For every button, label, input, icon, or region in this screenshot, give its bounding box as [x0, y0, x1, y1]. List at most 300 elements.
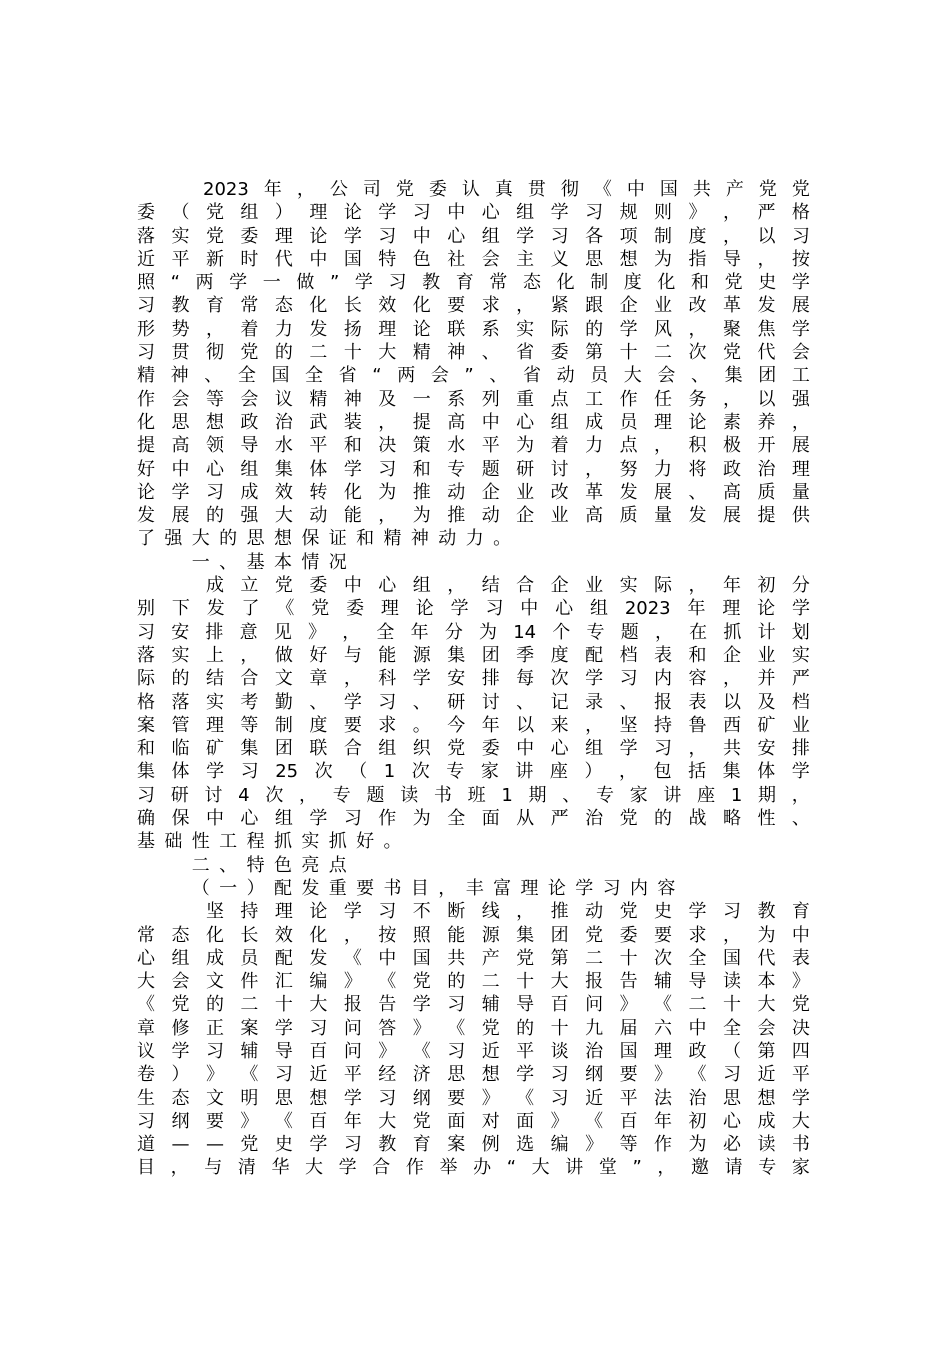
text-line [137, 621, 810, 644]
glyph: 纲 [585, 1064, 604, 1086]
glyph: 心 [378, 575, 397, 597]
glyph: 体 [171, 761, 190, 783]
glyph: 革 [585, 481, 604, 503]
glyph: 讨 [204, 784, 223, 806]
glyph: （ [171, 202, 190, 224]
glyph: ， [657, 1157, 676, 1179]
glyph: 组 [274, 808, 293, 830]
glyph: 组 [550, 411, 569, 433]
glyph: 代 [274, 248, 293, 270]
glyph: 特 [378, 248, 397, 270]
section-heading [137, 551, 810, 574]
glyph: ， [757, 248, 776, 270]
glyph: 安 [447, 668, 466, 690]
glyph: 近 [585, 1087, 604, 1109]
glyph: 展 [791, 295, 810, 317]
glyph: ， [722, 924, 741, 946]
glyph: 力 [274, 318, 293, 340]
text-line [137, 900, 810, 923]
glyph: 论 [757, 598, 776, 620]
glyph: 全 [447, 808, 466, 830]
glyph: 能 [378, 644, 397, 666]
glyph: 党 [205, 225, 224, 247]
glyph: 4 [238, 784, 250, 806]
glyph: 心 [555, 598, 574, 620]
glyph: 及 [378, 388, 397, 410]
glyph: 不 [412, 901, 431, 923]
glyph: 革 [722, 295, 741, 317]
glyph: 见 [273, 621, 292, 643]
glyph: 请 [724, 1157, 743, 1179]
glyph: 。 [383, 831, 402, 853]
glyph: 水 [447, 435, 466, 457]
glyph [171, 574, 189, 597]
glyph: 态 [171, 924, 190, 946]
glyph: 济 [412, 1064, 431, 1086]
glyph: 档 [619, 644, 638, 666]
glyph: 决 [791, 1017, 810, 1039]
glyph: 持 [240, 901, 259, 923]
glyph: 实 [301, 831, 320, 853]
glyph: 《 [516, 1087, 535, 1109]
glyph: 组 [412, 575, 431, 597]
glyph: 会 [240, 388, 259, 410]
glyph: 组 [589, 598, 608, 620]
glyph: 学 [378, 202, 397, 224]
glyph: 全 [237, 365, 256, 387]
glyph: 平 [481, 435, 500, 457]
glyph: 》 [619, 994, 638, 1016]
glyph: 组 [481, 225, 500, 247]
glyph [164, 877, 182, 900]
glyph: 问 [343, 1017, 362, 1039]
glyph: 神 [343, 388, 362, 410]
glyph: 质 [619, 505, 638, 527]
glyph: 国 [659, 179, 678, 200]
glyph: ， [342, 621, 361, 643]
glyph: 学 [792, 598, 810, 620]
glyph: ， [654, 435, 673, 457]
glyph: 题 [620, 621, 639, 643]
glyph: 想 [309, 1087, 328, 1109]
glyph: 一 [412, 388, 431, 410]
glyph: 格 [137, 691, 155, 713]
glyph: 团 [274, 738, 293, 760]
glyph: 度 [688, 225, 707, 247]
glyph: 次 [265, 784, 284, 806]
glyph: 百 [619, 1110, 638, 1132]
glyph: 力 [654, 458, 673, 480]
glyph: 扬 [343, 318, 362, 340]
glyph: 成 [585, 411, 604, 433]
glyph: 度 [550, 644, 569, 666]
glyph: 章 [309, 668, 328, 690]
glyph: 要 [356, 877, 375, 899]
section-heading [137, 854, 810, 877]
glyph: 意 [239, 621, 258, 643]
text-line [137, 830, 810, 853]
glyph: 第 [757, 1040, 776, 1062]
glyph: 学 [412, 994, 431, 1016]
glyph: 团 [758, 365, 777, 387]
glyph: 化 [205, 924, 224, 946]
text-line [137, 271, 810, 294]
glyph: 水 [274, 435, 293, 457]
glyph: 习 [240, 761, 259, 783]
glyph: 化 [309, 924, 328, 946]
glyph: ， [378, 411, 397, 433]
glyph: 会 [481, 248, 500, 270]
glyph: 》 [412, 1017, 431, 1039]
glyph: 大 [757, 994, 776, 1016]
glyph: ， [791, 784, 810, 806]
glyph: 和 [137, 738, 155, 760]
glyph: 座 [697, 784, 716, 806]
glyph: 史 [274, 1134, 293, 1156]
glyph: 党 [274, 575, 293, 597]
glyph: 在 [689, 621, 708, 643]
glyph: “ [506, 1157, 517, 1179]
glyph: 联 [309, 738, 328, 760]
glyph: 会 [171, 388, 190, 410]
glyph: 严 [757, 202, 776, 224]
glyph: 度 [309, 714, 328, 736]
text-line [137, 504, 810, 527]
glyph: 学 [688, 901, 707, 923]
glyph: 党 [758, 179, 777, 200]
glyph: 全 [376, 621, 395, 643]
glyph: 汇 [274, 971, 293, 993]
glyph: 心 [205, 458, 224, 480]
glyph: 报 [585, 971, 604, 993]
glyph: 《 [378, 971, 397, 993]
glyph: 道 [137, 1134, 155, 1156]
glyph: 心 [137, 947, 155, 969]
glyph: 列 [481, 388, 500, 410]
glyph: 动 [585, 901, 604, 923]
glyph: ， [688, 575, 707, 597]
glyph: 思 [171, 411, 190, 433]
glyph: 丰 [465, 877, 484, 899]
glyph: 法 [654, 1087, 673, 1109]
glyph: 基 [137, 831, 155, 853]
glyph: 讲 [663, 784, 682, 806]
glyph: 以 [757, 225, 776, 247]
glyph: 势 [171, 318, 190, 340]
glyph: 育 [455, 272, 474, 294]
glyph: 上 [205, 644, 224, 666]
glyph: 》 [585, 1134, 604, 1156]
glyph: 着 [550, 435, 569, 457]
glyph: 态 [274, 295, 293, 317]
glyph: 《 [274, 1110, 293, 1132]
glyph: 习 [378, 691, 397, 713]
glyph: 安 [171, 621, 190, 643]
glyph: 次 [688, 342, 707, 364]
glyph: 彻 [205, 342, 224, 364]
text-line [137, 411, 810, 434]
glyph: 党 [412, 971, 431, 993]
glyph: 学 [343, 225, 362, 247]
glyph: 学 [791, 318, 810, 340]
glyph: 委 [346, 598, 365, 620]
glyph: 为 [479, 621, 498, 643]
glyph: 1 [383, 761, 396, 783]
glyph: 合 [343, 738, 362, 760]
glyph: 的 [274, 342, 293, 364]
glyph: 以 [722, 691, 741, 713]
glyph: 体 [309, 458, 328, 480]
glyph: 精 [412, 342, 431, 364]
text-line [137, 1156, 810, 1179]
glyph: 论 [309, 225, 328, 247]
glyph: 勤 [274, 691, 293, 713]
glyph: 委 [428, 179, 447, 200]
glyph: 习 [137, 1110, 155, 1132]
glyph: 学 [309, 1134, 328, 1156]
glyph: 的 [171, 668, 190, 690]
glyph: 专 [586, 621, 605, 643]
glyph: 题 [366, 784, 385, 806]
glyph: 学 [619, 738, 638, 760]
glyph: 开 [757, 435, 776, 457]
glyph: 习 [137, 295, 155, 317]
glyph: — [171, 1134, 190, 1156]
glyph: 落 [137, 644, 155, 666]
glyph: 要 [447, 295, 466, 317]
glyph: 习 [378, 458, 397, 480]
text-line [137, 527, 810, 550]
text-line [137, 1087, 810, 1110]
glyph: ） [246, 877, 265, 899]
glyph [137, 877, 155, 900]
glyph: 和 [356, 528, 375, 550]
glyph: 习 [388, 272, 407, 294]
glyph: 与 [204, 1157, 223, 1179]
glyph: 工 [585, 388, 604, 410]
glyph: 系 [447, 388, 466, 410]
glyph: 》 [654, 1064, 673, 1086]
glyph: 表 [791, 947, 810, 969]
glyph: 育 [205, 295, 224, 317]
glyph: 容 [657, 877, 676, 899]
glyph: 、 [309, 691, 328, 713]
glyph: 组 [240, 202, 259, 224]
glyph: 司 [362, 179, 381, 200]
glyph: 推 [412, 481, 431, 503]
glyph: 第 [585, 342, 604, 364]
glyph: 装 [343, 411, 362, 433]
text-line [137, 644, 810, 667]
glyph: 极 [722, 435, 741, 457]
glyph: 力 [585, 435, 604, 457]
glyph: 党 [311, 598, 330, 620]
glyph: 学 [338, 1157, 357, 1179]
glyph: 立 [240, 575, 259, 597]
glyph: 委 [550, 342, 569, 364]
glyph: （ [349, 761, 368, 783]
glyph: 中 [309, 248, 328, 270]
glyph: 等 [205, 388, 224, 410]
glyph: 1 [501, 784, 513, 806]
glyph: 配 [273, 877, 292, 899]
glyph: 次 [654, 947, 673, 969]
glyph: 对 [481, 1110, 500, 1132]
glyph: 心 [516, 411, 535, 433]
glyph: 十 [274, 994, 293, 1016]
glyph: 二 [688, 994, 707, 1016]
glyph: 合 [240, 668, 259, 690]
glyph: 委 [240, 225, 259, 247]
glyph: 本 [273, 551, 292, 573]
glyph: 化 [412, 295, 431, 317]
glyph: 学 [343, 691, 362, 713]
glyph: 平 [309, 435, 328, 457]
glyph: 会 [657, 365, 676, 387]
glyph: 期 [758, 784, 777, 806]
glyph: 思 [722, 1087, 741, 1109]
glyph: 一 [262, 272, 281, 294]
glyph: 点 [619, 435, 638, 457]
glyph: — [205, 1134, 224, 1156]
glyph: 动 [481, 505, 500, 527]
glyph: 中 [447, 202, 466, 224]
glyph: 展 [171, 505, 190, 527]
glyph: 求 [378, 714, 397, 736]
glyph: 大 [378, 1110, 397, 1132]
text-line [137, 248, 810, 271]
glyph: 中 [171, 458, 190, 480]
glyph: 二 [585, 947, 604, 969]
glyph: 大 [531, 1157, 550, 1179]
glyph: 省 [338, 365, 357, 387]
glyph: 大 [137, 971, 155, 993]
glyph: ， [722, 668, 741, 690]
text-line [137, 458, 810, 481]
glyph: 国 [412, 947, 431, 969]
glyph: 文 [274, 668, 293, 690]
glyph: 》 [550, 1110, 569, 1132]
glyph: 理 [791, 458, 810, 480]
glyph: 风 [654, 318, 673, 340]
glyph: 学 [343, 1087, 362, 1109]
glyph: 共 [722, 738, 741, 760]
glyph: 国 [619, 1040, 638, 1062]
glyph: 理 [722, 598, 741, 620]
glyph: 分 [444, 621, 463, 643]
glyph: 习 [447, 1040, 466, 1062]
glyph: 实 [171, 644, 190, 666]
glyph: 年 [654, 1110, 673, 1132]
text-line [137, 294, 810, 317]
glyph: 两 [397, 365, 416, 387]
glyph: （ [191, 877, 210, 899]
glyph: 中 [688, 1017, 707, 1039]
glyph: 清 [237, 1157, 256, 1179]
glyph: 重 [516, 388, 535, 410]
glyph: 研 [447, 691, 466, 713]
glyph: 确 [137, 808, 155, 830]
glyph: 政 [688, 1040, 707, 1062]
glyph: 政 [240, 411, 259, 433]
glyph: 习 [205, 481, 224, 503]
glyph: 好 [309, 644, 328, 666]
glyph: 及 [757, 691, 776, 713]
glyph: 专 [758, 1157, 777, 1179]
glyph: 持 [654, 714, 673, 736]
glyph: 省 [522, 365, 541, 387]
glyph: 中 [520, 598, 539, 620]
glyph: 近 [137, 248, 155, 270]
glyph: 二 [240, 994, 259, 1016]
glyph: 委 [309, 575, 328, 597]
glyph: 修 [171, 1017, 190, 1039]
glyph: 平 [171, 248, 190, 270]
glyph: 思 [274, 1087, 293, 1109]
glyph: 《 [447, 1017, 466, 1039]
glyph: 例 [481, 1134, 500, 1156]
glyph: 源 [412, 644, 431, 666]
glyph: 年 [343, 1110, 362, 1132]
glyph: ” [464, 365, 474, 387]
glyph: 发 [688, 505, 707, 527]
glyph: 面 [481, 808, 500, 830]
glyph: 讲 [515, 761, 534, 783]
glyph: 大 [378, 342, 397, 364]
glyph: 际 [654, 575, 673, 597]
glyph: 的 [447, 971, 466, 993]
glyph: 亮 [301, 854, 320, 876]
glyph: 学 [516, 225, 535, 247]
text-line [137, 481, 810, 504]
glyph: “ [372, 365, 382, 387]
glyph: 员 [240, 947, 259, 969]
glyph: ） [274, 202, 293, 224]
glyph: 习 [378, 901, 397, 923]
glyph: 做 [296, 272, 315, 294]
glyph: 大 [191, 528, 210, 550]
glyph: 讲 [565, 1157, 584, 1179]
glyph: 2023 [624, 598, 671, 620]
glyph: 点 [328, 854, 347, 876]
glyph: 想 [205, 411, 224, 433]
glyph: ， [654, 621, 673, 643]
glyph: 业 [791, 714, 810, 736]
glyph: 辅 [240, 1040, 259, 1062]
text-line [137, 597, 810, 620]
glyph: 研 [516, 458, 535, 480]
glyph: 要 [619, 1064, 638, 1086]
glyph: 班 [467, 784, 486, 806]
glyph: 育 [412, 1134, 431, 1156]
glyph: 聚 [722, 318, 741, 340]
glyph: 展 [791, 435, 810, 457]
glyph: 结 [205, 668, 224, 690]
glyph: 精 [309, 388, 328, 410]
glyph: 要 [447, 1087, 466, 1109]
glyph: 学 [791, 272, 810, 294]
glyph: 团 [550, 924, 569, 946]
glyph: 配 [585, 644, 604, 666]
glyph: 跟 [585, 295, 604, 317]
glyph: 教 [757, 901, 776, 923]
glyph: 集 [137, 761, 155, 783]
glyph: 题 [481, 458, 500, 480]
glyph: 党 [447, 738, 466, 760]
glyph: 生 [137, 1087, 155, 1109]
glyph: 真 [494, 179, 513, 200]
glyph: 为 [378, 481, 397, 503]
